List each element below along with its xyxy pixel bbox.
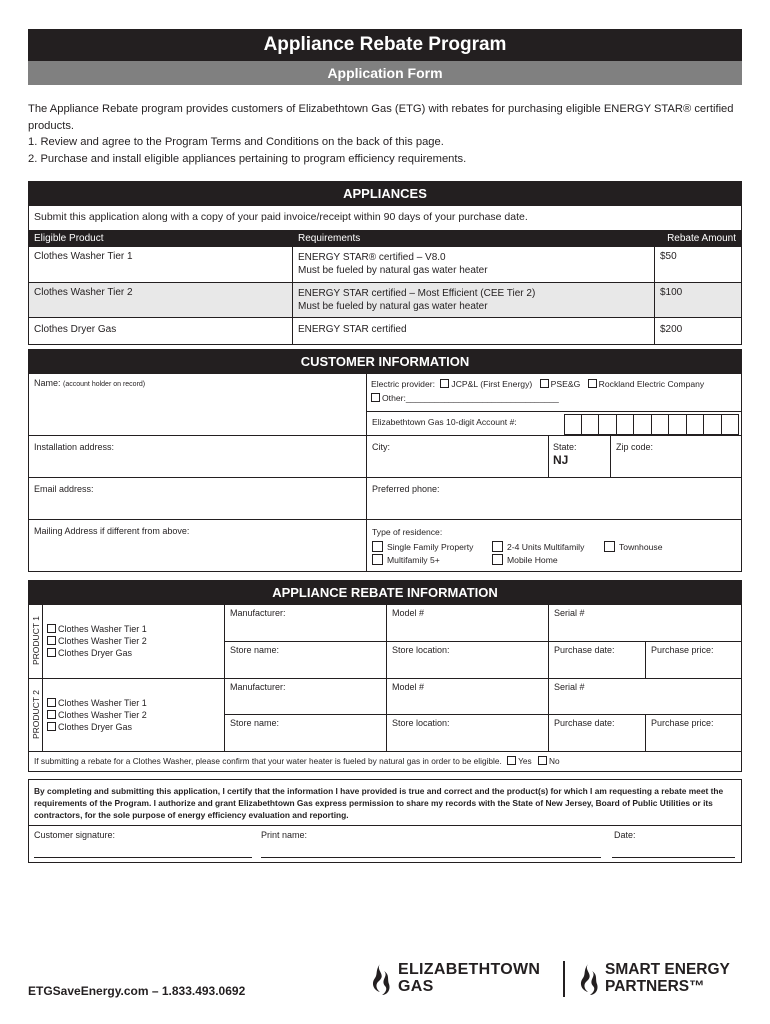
purchase-date-label: Purchase date: bbox=[554, 718, 615, 728]
store-name-label: Store name: bbox=[230, 718, 280, 728]
electric-option-label: PSE&G bbox=[550, 379, 581, 389]
smart-energy-logo-line2: PARTNERS™ bbox=[605, 978, 705, 995]
city-label: City: bbox=[372, 442, 390, 452]
checkbox-icon[interactable] bbox=[492, 554, 503, 565]
purchase-date-field[interactable] bbox=[549, 715, 646, 751]
residence-option-mobile-home[interactable] bbox=[492, 554, 558, 568]
appliances-heading: APPLIANCES bbox=[29, 182, 741, 206]
confirm-yes[interactable] bbox=[507, 756, 532, 766]
residence-option-label: Townhouse bbox=[619, 541, 663, 552]
elizabethtown-logo-line1: ELIZABETHTOWN bbox=[398, 961, 541, 978]
store-location-field[interactable] bbox=[387, 715, 549, 751]
footer-contact: ETGSaveEnergy.com – 1.833.493.0692 bbox=[28, 984, 246, 998]
appliance-req-line: Must be fueled by natural gas water heater bbox=[298, 265, 488, 276]
product-option[interactable] bbox=[47, 709, 147, 721]
electric-option-label: JCP&L (First Energy) bbox=[451, 379, 533, 389]
product-1-tab bbox=[29, 605, 43, 678]
confirm-text: If submitting a rebate for a Clothes Washer, please confirm that your water heater is fueled by natural gas in order to be eligible. bbox=[34, 756, 502, 766]
water-heater-confirm bbox=[34, 756, 560, 766]
product-option[interactable] bbox=[47, 697, 147, 709]
product-option-label: Clothes Washer Tier 1 bbox=[58, 624, 147, 634]
checkbox-icon[interactable] bbox=[492, 541, 503, 552]
intro-text bbox=[28, 101, 742, 167]
electric-option-rockland[interactable] bbox=[588, 379, 705, 389]
elizabethtown-gas-logo bbox=[370, 961, 550, 997]
residence-option-label: 2-4 Units Multifamily bbox=[507, 541, 585, 552]
signature-line[interactable] bbox=[34, 857, 252, 858]
zip-code-field[interactable] bbox=[611, 436, 741, 477]
store-name-label: Store name: bbox=[230, 645, 280, 655]
store-name-field[interactable] bbox=[225, 715, 387, 751]
product-2-label: PRODUCT 2 bbox=[31, 690, 41, 739]
serial-label: Serial # bbox=[554, 682, 585, 692]
rebate-section bbox=[28, 580, 742, 772]
appliance-req-line: Must be fueled by natural gas water heater bbox=[298, 301, 488, 312]
product-2-block bbox=[29, 679, 741, 752]
flame-icon bbox=[578, 962, 600, 996]
checkbox-icon[interactable] bbox=[47, 636, 56, 645]
purchase-price-field[interactable] bbox=[646, 642, 742, 678]
appliance-row bbox=[29, 247, 741, 283]
phone-field[interactable] bbox=[367, 478, 741, 519]
appliance-amount: $200 bbox=[660, 324, 683, 335]
serial-label: Serial # bbox=[554, 608, 585, 618]
appliance-req-line: ENERGY STAR certified – Most Efficient (CEE Tier 2) bbox=[298, 288, 536, 299]
smart-energy-logo-line1: SMART ENERGY bbox=[605, 961, 730, 978]
appliance-row bbox=[29, 318, 741, 344]
electric-option-label: Rockland Electric Company bbox=[598, 379, 705, 389]
intro-line-2: 1. Review and agree to the Program Terms and Conditions on the back of this page. bbox=[28, 136, 444, 148]
date-line[interactable] bbox=[612, 857, 735, 858]
checkbox-icon[interactable] bbox=[47, 710, 56, 719]
electric-option-other[interactable] bbox=[371, 391, 737, 405]
customer-row-contact bbox=[29, 478, 741, 520]
product-1-fields bbox=[224, 605, 741, 678]
certification-divider bbox=[29, 825, 741, 826]
certification-text: By completing and submitting this application, I certify that the information I have provided is true and correct and the product(s) for which I am requesting a rebate meet the requirements of the Program. I authorize and grant Elizabethtown Gas express permission to share my records with the State of New Jersey, Board of Public Utilities or its contractors, for the sole purpose of energy efficiency evaluation and reporting. bbox=[34, 786, 724, 820]
checkbox-icon[interactable] bbox=[47, 648, 56, 657]
product-option-label: Clothes Washer Tier 2 bbox=[58, 710, 147, 720]
manufacturer-label: Manufacturer: bbox=[230, 608, 286, 618]
col-eligible-product: Eligible Product bbox=[34, 233, 104, 244]
account-number-field bbox=[367, 411, 741, 435]
zip-label: Zip code: bbox=[616, 442, 654, 452]
appliance-product: Clothes Washer Tier 2 bbox=[29, 283, 293, 317]
product-2-fields bbox=[224, 679, 741, 751]
product-option-label: Clothes Washer Tier 1 bbox=[58, 698, 147, 708]
account-digit-box[interactable] bbox=[634, 414, 652, 435]
checkbox-icon[interactable] bbox=[538, 756, 547, 765]
yes-label: Yes bbox=[518, 756, 532, 766]
manufacturer-label: Manufacturer: bbox=[230, 682, 286, 692]
appliances-instruction: Submit this application along with a copy of your paid invoice/receipt within 90 days of your purchase date. bbox=[34, 211, 528, 223]
account-digit-box[interactable] bbox=[669, 414, 687, 435]
page-subtitle: Application Form bbox=[28, 61, 742, 85]
appliance-req-line: ENERGY STAR® certified – V8.0 bbox=[298, 252, 446, 263]
serial-field[interactable] bbox=[549, 605, 742, 642]
product-option[interactable] bbox=[47, 647, 147, 659]
appliance-requirements bbox=[293, 247, 655, 282]
residence-option-single-family[interactable] bbox=[372, 541, 473, 555]
confirm-no[interactable] bbox=[538, 756, 560, 766]
checkbox-icon[interactable] bbox=[372, 554, 383, 565]
checkbox-icon[interactable] bbox=[604, 541, 615, 552]
appliance-amount: $100 bbox=[660, 287, 683, 298]
purchase-price-label: Purchase price: bbox=[651, 645, 714, 655]
intro-line-3: 2. Purchase and install eligible appliances pertaining to program efficiency requirements. bbox=[28, 152, 467, 165]
account-digit-box[interactable] bbox=[722, 414, 740, 435]
appliances-section bbox=[28, 181, 742, 345]
checkbox-icon[interactable] bbox=[371, 393, 380, 402]
residence-option-label: Mobile Home bbox=[507, 555, 558, 565]
model-label: Model # bbox=[392, 608, 425, 618]
name-field[interactable] bbox=[29, 374, 367, 435]
name-label: Name: bbox=[34, 378, 61, 388]
product-option-label: Clothes Dryer Gas bbox=[58, 648, 133, 658]
electric-provider-field bbox=[367, 374, 741, 411]
email-label: Email address: bbox=[34, 484, 94, 494]
logo-divider bbox=[563, 961, 565, 997]
account-digit-box[interactable] bbox=[564, 414, 582, 435]
appliance-product: Clothes Dryer Gas bbox=[29, 318, 293, 344]
other-label: Other:________________________________ bbox=[382, 393, 559, 403]
residence-option-2-4-units[interactable] bbox=[492, 541, 584, 555]
checkbox-icon[interactable] bbox=[47, 722, 56, 731]
purchase-date-field[interactable] bbox=[549, 642, 646, 678]
state-label: State: bbox=[553, 442, 577, 452]
model-label: Model # bbox=[392, 682, 425, 692]
product-2-tab bbox=[29, 679, 43, 751]
page-title: Appliance Rebate Program bbox=[28, 29, 742, 61]
account-digit-box[interactable] bbox=[599, 414, 617, 435]
account-digit-boxes[interactable] bbox=[564, 414, 739, 435]
mailing-label: Mailing Address if different from above: bbox=[34, 526, 190, 536]
product-option[interactable] bbox=[47, 623, 147, 635]
product-1-label: PRODUCT 1 bbox=[31, 616, 41, 665]
col-requirements: Requirements bbox=[298, 233, 361, 244]
no-label: No bbox=[548, 756, 560, 766]
account-digit-box[interactable] bbox=[652, 414, 670, 435]
appliances-table-header bbox=[29, 230, 741, 247]
date-label: Date: bbox=[614, 830, 636, 840]
account-digit-box[interactable] bbox=[617, 414, 635, 435]
phone-label: Preferred phone: bbox=[372, 484, 440, 494]
installation-address-field[interactable] bbox=[29, 436, 367, 477]
col-rebate-amount: Rebate Amount bbox=[667, 233, 736, 244]
store-location-label: Store location: bbox=[392, 645, 450, 655]
store-location-label: Store location: bbox=[392, 718, 450, 728]
residence-label: Type of residence: bbox=[372, 527, 443, 537]
residence-option-multifamily-5[interactable] bbox=[372, 554, 440, 568]
certification-section bbox=[28, 779, 742, 863]
electric-label: Electric provider: bbox=[371, 379, 435, 389]
account-digit-box[interactable] bbox=[687, 414, 705, 435]
rebate-heading: APPLIANCE REBATE INFORMATION bbox=[29, 581, 741, 605]
purchase-date-label: Purchase date: bbox=[554, 645, 615, 655]
model-field[interactable] bbox=[387, 679, 549, 715]
product-1-options bbox=[47, 623, 147, 659]
product-option-label: Clothes Washer Tier 2 bbox=[58, 636, 147, 646]
manufacturer-field[interactable] bbox=[225, 679, 387, 715]
store-name-field[interactable] bbox=[225, 642, 387, 678]
residence-option-label: Multifamily 5+ bbox=[387, 555, 440, 565]
account-digit-box[interactable] bbox=[704, 414, 722, 435]
install-label: Installation address: bbox=[34, 442, 115, 452]
product-option[interactable] bbox=[47, 635, 147, 647]
product-option[interactable] bbox=[47, 721, 147, 733]
customer-row-address bbox=[29, 436, 741, 478]
intro-line-1: The Appliance Rebate program provides customers of Elizabethtown Gas (ETG) with rebates for purchasing eligible ENERGY STAR® certified products. bbox=[28, 103, 734, 132]
electric-option-jcpl[interactable] bbox=[440, 379, 532, 389]
checkbox-icon[interactable] bbox=[47, 624, 56, 633]
name-note: (account holder on record) bbox=[63, 381, 146, 388]
checkbox-icon[interactable] bbox=[588, 379, 597, 388]
residence-option-label: Single Family Property bbox=[387, 541, 474, 552]
email-field[interactable] bbox=[29, 478, 367, 519]
city-field[interactable] bbox=[367, 436, 549, 477]
product-2-options bbox=[47, 697, 147, 733]
product-1-block bbox=[29, 605, 741, 679]
customer-section bbox=[28, 349, 742, 572]
state-field bbox=[549, 436, 611, 477]
checkbox-icon[interactable] bbox=[440, 379, 449, 388]
state-value: NJ bbox=[553, 453, 569, 467]
purchase-price-field[interactable] bbox=[646, 715, 742, 751]
purchase-price-label: Purchase price: bbox=[651, 718, 714, 728]
residence-option-townhouse[interactable] bbox=[604, 541, 662, 555]
customer-row-name bbox=[29, 374, 741, 436]
checkbox-icon[interactable] bbox=[47, 698, 56, 707]
checkbox-icon[interactable] bbox=[540, 379, 549, 388]
customer-row-mailing bbox=[29, 520, 741, 571]
store-location-field[interactable] bbox=[387, 642, 549, 678]
appliance-amount: $50 bbox=[660, 251, 677, 262]
customer-heading: CUSTOMER INFORMATION bbox=[29, 350, 741, 374]
residence-type-field bbox=[367, 520, 741, 571]
checkbox-icon[interactable] bbox=[372, 541, 383, 552]
flame-icon bbox=[370, 962, 392, 996]
mailing-address-field[interactable] bbox=[29, 520, 367, 571]
serial-field[interactable] bbox=[549, 679, 742, 715]
electric-option-pseg[interactable] bbox=[540, 379, 581, 389]
appliance-requirements: ENERGY STAR certified bbox=[293, 318, 655, 344]
print-name-label: Print name: bbox=[261, 830, 308, 840]
account-label: Elizabethtown Gas 10-digit Account #: bbox=[372, 417, 517, 427]
print-name-line[interactable] bbox=[261, 857, 601, 858]
manufacturer-field[interactable] bbox=[225, 605, 387, 642]
smart-energy-partners-logo bbox=[578, 961, 748, 997]
signature-label: Customer signature: bbox=[34, 830, 116, 840]
appliance-requirements bbox=[293, 283, 655, 317]
checkbox-icon[interactable] bbox=[507, 756, 516, 765]
account-digit-box[interactable] bbox=[582, 414, 600, 435]
product-option-label: Clothes Dryer Gas bbox=[58, 722, 133, 732]
elizabethtown-logo-line2: GAS bbox=[398, 978, 434, 995]
appliance-row bbox=[29, 283, 741, 318]
model-field[interactable] bbox=[387, 605, 549, 642]
appliance-product: Clothes Washer Tier 1 bbox=[29, 247, 293, 282]
